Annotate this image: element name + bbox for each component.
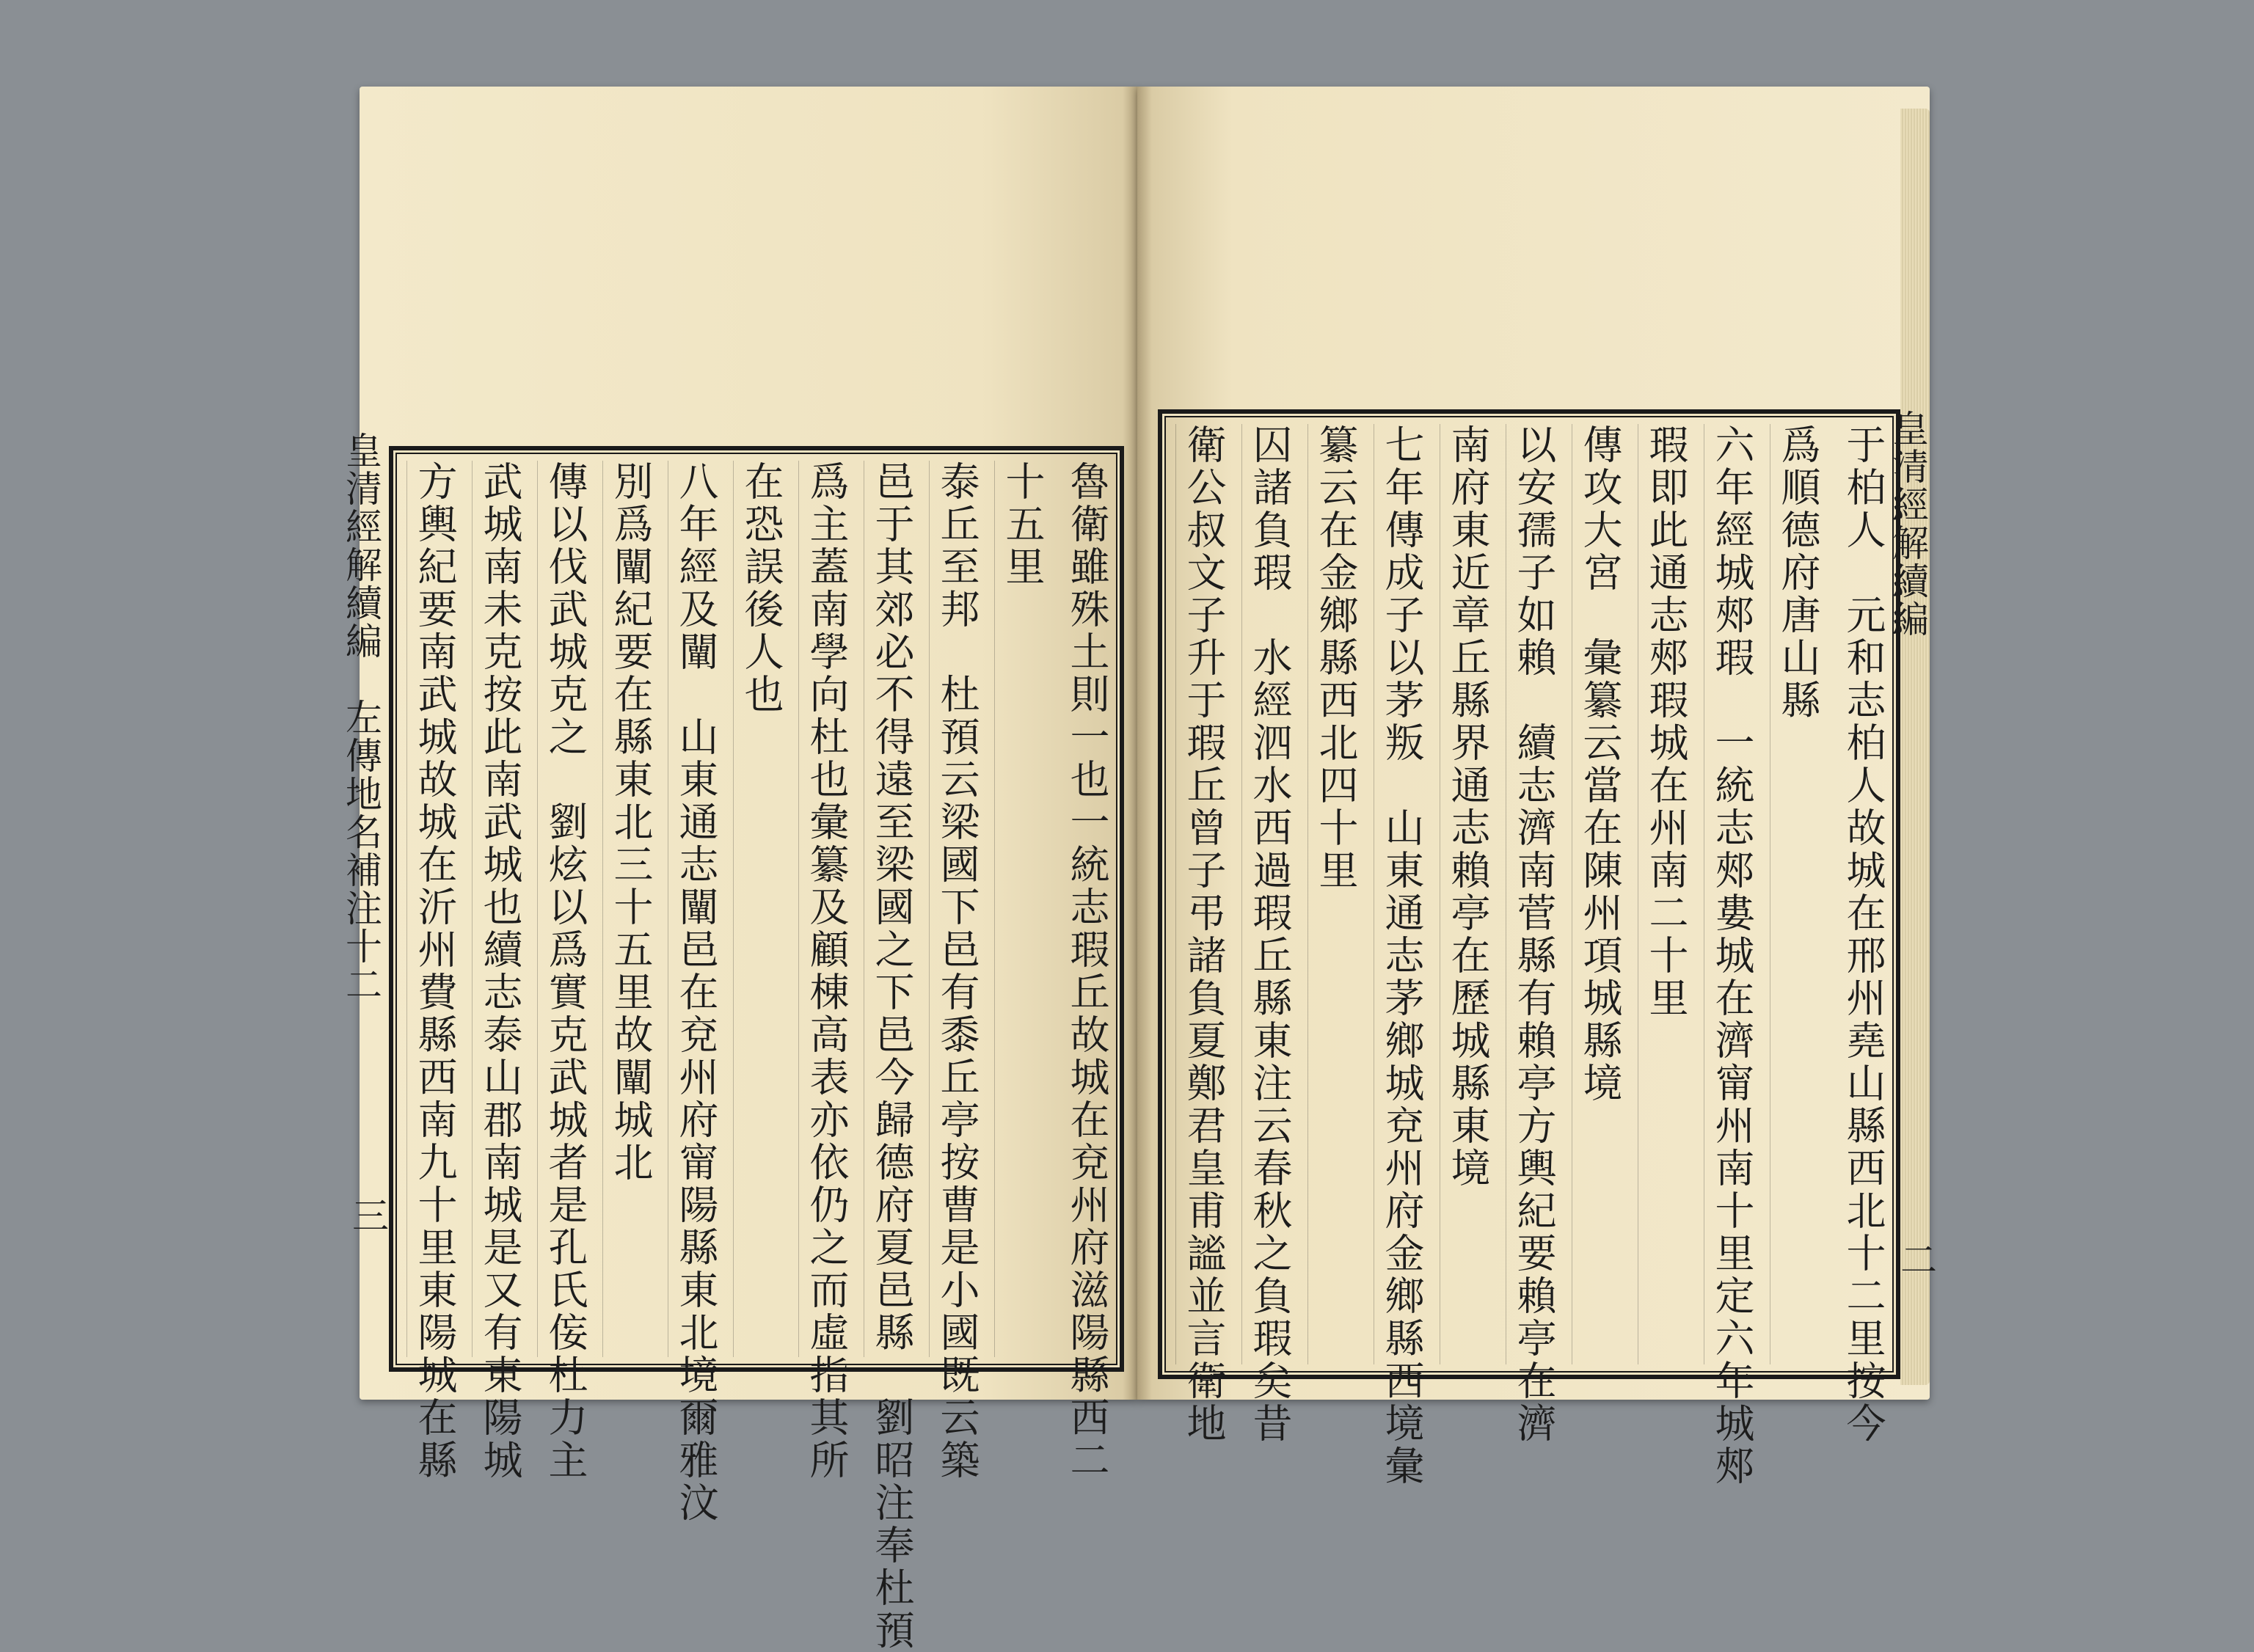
left-columns xyxy=(406,461,1110,1652)
text-column: 傳攻大宮 彙纂云當在陳州項城縣境 xyxy=(1572,424,1619,1364)
text-column: 以安孺子如賴 續志濟南菅縣有賴亭方輿紀要賴亭在濟 xyxy=(1506,424,1553,1364)
left-margin-label: 皇清經解續編 左傳地名補注十二 xyxy=(340,431,382,1004)
right-page-number: 二 xyxy=(1900,1239,1937,1282)
right-text-frame xyxy=(1158,409,1900,1488)
book-spine xyxy=(1123,87,1152,1400)
text-column: 纂云在金鄉縣西北四十里 xyxy=(1307,424,1355,1364)
left-page-number: 三 xyxy=(352,1195,389,1238)
text-column: 南府東近章丘縣界通志賴亭在歷城縣東境 xyxy=(1440,424,1487,1364)
text-column: 傳以伐武城克之 劉炫以爲實克武城者是孔氏侫杜力主 xyxy=(537,461,585,1357)
text-column: 方輿紀要南武城故城在沂州費縣西南九十里東陽城在縣 xyxy=(406,461,454,1357)
right-margin-label: 皇清經解續編 xyxy=(1886,409,1929,638)
text-column: 囚諸負瑕 水經泗水西過瑕丘縣東注云春秋之負瑕矣昔 xyxy=(1241,424,1289,1364)
text-column: 爲主蓋南學向杜也彙纂及顧棟高表亦依仍之而虛指其所 xyxy=(798,461,846,1357)
text-column: 武城南未克按此南武城也續志泰山郡南城是又有東陽城 xyxy=(472,461,519,1357)
text-column: 八年經及闡 山東通志闡邑在兗州府甯陽縣東北境爾雅汶 xyxy=(668,461,715,1357)
text-column: 別爲闡紀要在縣東北三十五里故闡城北 xyxy=(602,461,650,1357)
text-column: 于柏人 元和志柏人故城在邢州堯山縣西北十二里按今 xyxy=(1840,424,1886,1445)
text-column: 爲順德府唐山縣 xyxy=(1770,424,1817,1364)
text-column: 十五里 xyxy=(994,461,1042,1357)
left-text-frame xyxy=(389,446,1124,1652)
text-column: 七年傳成子以茅叛 山東通志茅鄉城兗州府金鄉縣西境彙 xyxy=(1374,424,1421,1364)
text-column: 瑕即此通志郟瑕城在州南二十里 xyxy=(1638,424,1685,1364)
text-column: 邑于其郊必不得遠至梁國之下邑今歸德府夏邑縣 劉昭注奉杜預 xyxy=(864,461,911,1357)
text-column: 泰丘至邦 杜預云梁國下邑有黍丘亭按曹是小國既云築 xyxy=(929,461,977,1357)
text-column: 在恐誤後人也 xyxy=(733,461,781,1357)
text-column: 六年經城郟瑕 一統志郟婁城在濟甯州南十里定六年城郟 xyxy=(1704,424,1751,1364)
text-column: 衛公叔文子升于瑕丘曾子弔諸負夏鄭君皇甫謐並言衛地 xyxy=(1175,424,1223,1364)
right-columns xyxy=(1175,424,1886,1488)
open-book xyxy=(340,87,1944,1652)
text-column: 魯衛雖殊土則一也一統志瑕丘故城在兗州府滋陽縣西二 xyxy=(1064,461,1110,1482)
